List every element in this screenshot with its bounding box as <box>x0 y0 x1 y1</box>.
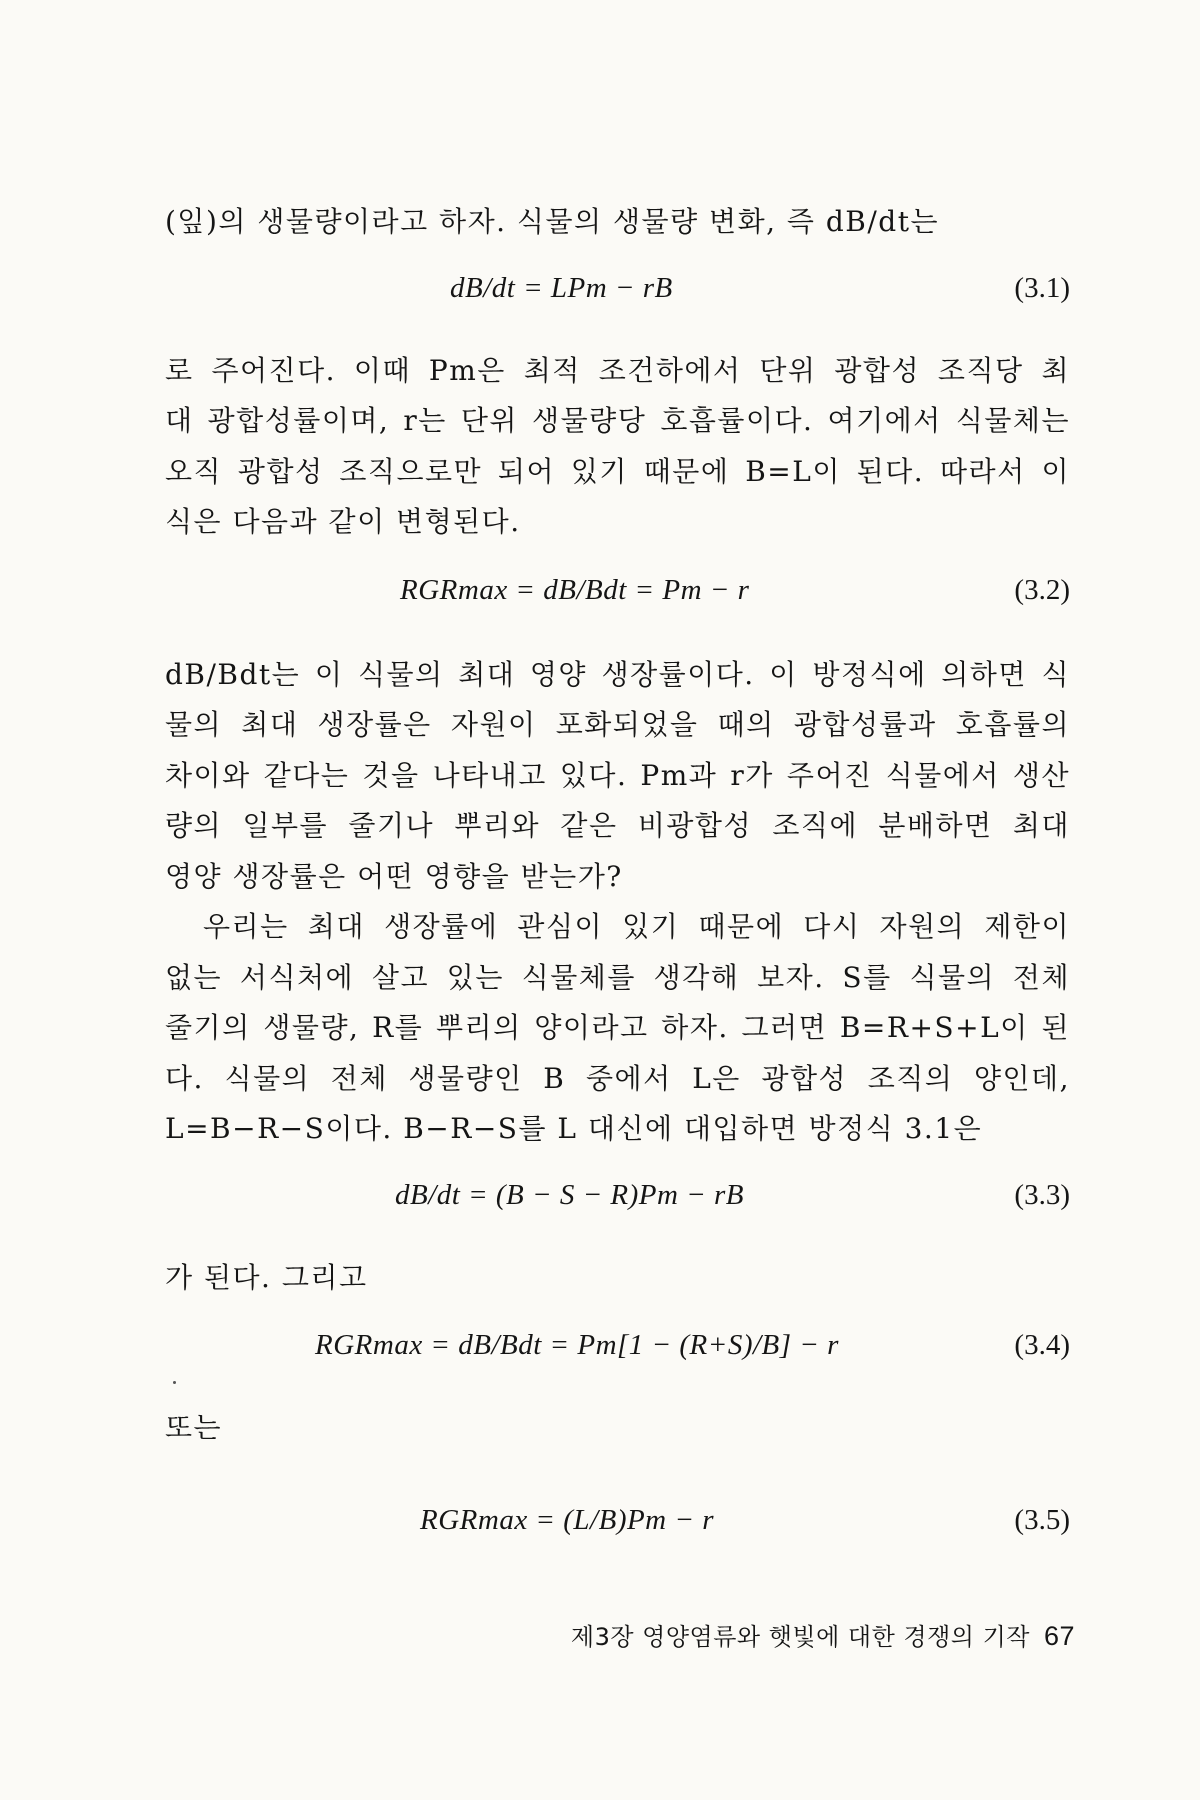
equation-expression: RGRmax = dB/Bdt = Pm − r <box>400 573 750 606</box>
text-line: 우리는 최대 생장률에 관심이 있기 때문에 다시 자원의 제한이 <box>203 910 1070 943</box>
equation-number: (3.2) <box>1014 573 1070 606</box>
text-line: 차이와 같다는 것을 나타내고 있다. Pm과 r가 주어진 식물에서 생산 <box>165 758 1070 792</box>
text-line: 줄기의 생물량, R를 뿌리의 양이라고 하자. 그러면 B=R+S+L이 된 <box>165 1011 1070 1044</box>
text-line: 영양 생장률은 어떤 영향을 받는가? <box>165 859 623 893</box>
text-line: 오직 광합성 조직으로만 되어 있기 때문에 B=L이 된다. 따라서 이 <box>165 454 1070 488</box>
page-number: 67 <box>1043 1621 1075 1651</box>
running-footer-chapter: 제3장 영양염류와 햇빛에 대한 경쟁의 기작 <box>570 1623 1030 1651</box>
equation-expression: dB/dt = LPm − rB <box>450 271 673 304</box>
page-footer <box>500 1617 1075 1652</box>
text-line: (잎)의 생물량이라고 하자. 식물의 생물량 변화, 즉 dB/dt는 <box>165 205 940 238</box>
text-line: 다. 식물의 전체 생물량인 B 중에서 L은 광합성 조직의 양인데, <box>165 1061 1070 1095</box>
equation-expression: RGRmax = (L/B)Pm − r <box>420 1503 714 1536</box>
page-body <box>165 197 1070 1554</box>
text-line: 대 광합성률이며, r는 단위 생물량당 호흡률이다. 여기에서 식물체는 <box>165 404 1070 437</box>
equation-3-1 <box>165 272 1070 322</box>
text-line: 량의 일부를 줄기나 뿌리와 같은 비광합성 조직에 분배하면 최대 <box>165 809 1070 842</box>
text-line: 물의 최대 생장률은 자원이 포화되었을 때의 광합성률과 호흡률의 <box>165 708 1070 741</box>
text-line: 없는 서식처에 살고 있는 식물체를 생각해 보자. S를 식물의 전체 <box>165 960 1070 994</box>
text-line: 가 된다. 그리고 <box>165 1260 368 1294</box>
text-line: dB/Bdt는 이 식물의 최대 영양 생장률이다. 이 방정식에 의하면 식 <box>165 657 1070 691</box>
equation-number: (3.5) <box>1014 1503 1070 1536</box>
text-line: 식은 다음과 같이 변형된다. <box>165 505 521 538</box>
text-line: 또는 <box>165 1411 223 1444</box>
text-line: L=B−R−S이다. B−R−S를 L 대신에 대입하면 방정식 3.1은 <box>165 1112 983 1145</box>
equation-3-5 <box>165 1504 1070 1554</box>
equation-3-3 <box>165 1179 1070 1229</box>
equation-expression: dB/dt = (B − S − R)Pm − rB <box>395 1178 745 1211</box>
equation-number: (3.3) <box>1014 1178 1070 1211</box>
equation-3-4 <box>165 1329 1070 1379</box>
equation-3-2 <box>165 574 1070 624</box>
equation-number: (3.1) <box>1014 271 1070 304</box>
equation-expression: RGRmax = dB/Bdt = Pm[1 − (R+S)/B] − r <box>315 1329 839 1361</box>
equation-number: (3.4) <box>1014 1329 1070 1361</box>
text-line: 로 주어진다. 이때 Pm은 최적 조건하에서 단위 광합성 조직당 최 <box>165 353 1070 387</box>
stray-dot <box>173 1381 176 1384</box>
